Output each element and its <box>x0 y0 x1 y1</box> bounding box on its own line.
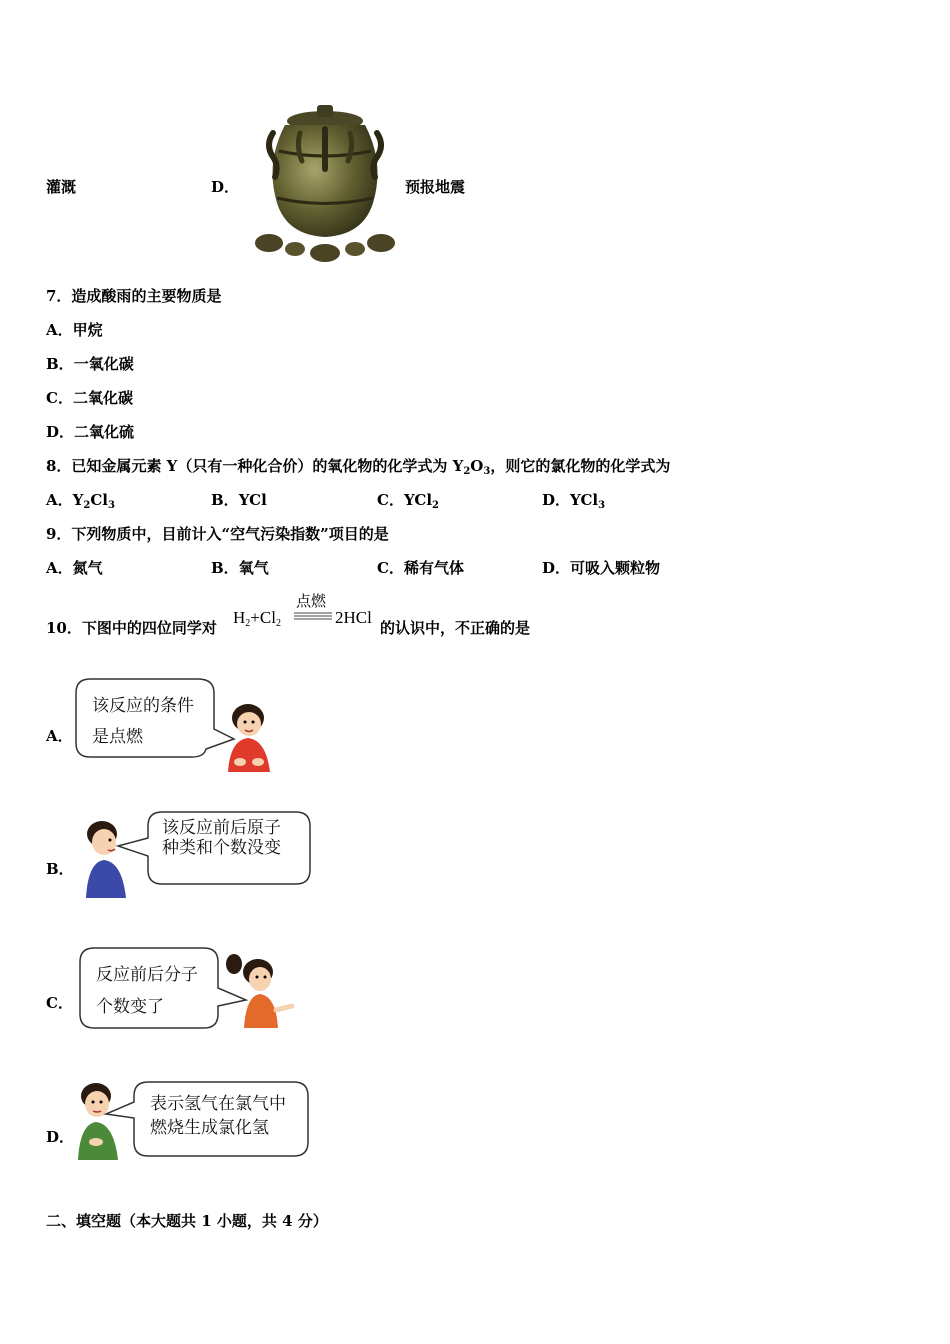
option-text: 稀有气体 <box>403 559 464 577</box>
q7-stem: 7．造成酸雨的主要物质是 <box>46 287 222 305</box>
formula-sub: 3 <box>107 500 115 511</box>
q6-option-d-letter: D． <box>211 178 240 196</box>
q10-formula-product: 2HCl <box>335 608 372 627</box>
formula-sub: 2 <box>83 500 91 511</box>
formula-cl: +Cl <box>250 608 276 627</box>
q7-option-b <box>46 355 134 373</box>
option-text: 甲烷 <box>72 321 103 339</box>
q9-option-d <box>542 559 660 577</box>
formula-part: Cl <box>90 491 108 509</box>
option-letter: A． <box>46 491 73 509</box>
q7-option-a <box>46 321 103 339</box>
student-girl-ponytail-figure <box>224 952 296 1028</box>
student-girl-figure <box>218 700 278 772</box>
option-text: 可吸入颗粒物 <box>570 559 661 577</box>
q10-option-a-line2: 是点燃 <box>92 727 143 747</box>
option-text: 氮气 <box>72 559 103 577</box>
option-letter: A． <box>46 559 73 577</box>
formula-sub: 3 <box>598 500 606 511</box>
option-letter: A． <box>46 321 73 339</box>
q8-option-a <box>46 491 115 515</box>
formula-part: Y <box>72 491 84 509</box>
q10-formula-reactants <box>233 608 281 629</box>
section2-title: 二、填空题（本大题共 1 小题，共 4 分） <box>46 1212 328 1230</box>
q8-option-c <box>377 491 439 515</box>
q10-option-b-line2: 种类和个数没变 <box>162 838 281 858</box>
q10-option-d-letter: D． <box>46 1128 75 1146</box>
option-text: 二氧化碳 <box>72 389 133 407</box>
formula-sub: 2 <box>432 500 440 511</box>
q10-option-c-line2: 个数变了 <box>96 997 164 1017</box>
q10-option-b-line1: 该反应前后原子 <box>162 818 281 838</box>
formula-part: YCl <box>238 491 267 509</box>
q10-option-c-letter: C． <box>46 994 73 1012</box>
q9-option-b <box>211 559 269 577</box>
q6-option-d-text: 预报地震 <box>405 178 466 196</box>
option-letter: B． <box>46 355 74 373</box>
q9-stem: 9．下列物质中，目前计入“空气污染指数”项目的是 <box>46 525 389 543</box>
q10-stem-b: 的认识中，不正确的是 <box>380 619 531 637</box>
formula-sub: 2 <box>275 618 281 629</box>
q6-prev-answer: 灌溉 <box>46 178 77 196</box>
option-text: 二氧化硫 <box>74 423 135 441</box>
option-letter: D． <box>542 559 571 577</box>
q8-stem-sub-2: 3 <box>483 466 491 477</box>
formula-part: YCl <box>403 491 433 509</box>
q8-option-d <box>542 491 605 515</box>
option-letter: C． <box>46 389 73 407</box>
q10-option-d-line1: 表示氢气在氯气中 <box>150 1094 286 1114</box>
q8-stem-part-c: ，则它的氯化物的化学式为 <box>490 457 671 475</box>
q10-option-d-line2: 燃烧生成氯化氢 <box>150 1118 269 1138</box>
option-text: 氧气 <box>238 559 269 577</box>
option-letter: C． <box>377 559 404 577</box>
q8-stem <box>46 457 670 481</box>
formula-h: H <box>233 608 246 627</box>
q10-formula-condition: 点燃 <box>296 594 327 610</box>
option-letter: D． <box>46 423 75 441</box>
q9-option-a <box>46 559 103 577</box>
q10-option-a-line1: 该反应的条件 <box>92 696 194 716</box>
option-letter: B． <box>211 559 239 577</box>
q7-option-d <box>46 423 134 441</box>
option-letter: B． <box>211 491 239 509</box>
q10-option-c-line1: 反应前后分子 <box>96 965 198 985</box>
q8-option-b <box>211 491 267 509</box>
q10-option-a-letter: A． <box>46 727 73 745</box>
formula-sub: 2 <box>245 618 251 629</box>
equals-sign <box>294 612 334 620</box>
q8-stem-sub-1: 2 <box>463 466 471 477</box>
q9-option-c <box>377 559 464 577</box>
q10-option-b-letter: B． <box>46 860 74 878</box>
formula-part: YCl <box>570 491 599 509</box>
q8-stem-part-b: O <box>470 457 484 475</box>
q8-stem-part-a: 8．已知金属元素 Y（只有一种化合价）的氧化物的化学式为 Y <box>46 457 464 475</box>
q7-option-c <box>46 389 133 407</box>
option-letter: D． <box>542 491 571 509</box>
q10-stem-a: 10．下图中的四位同学对 <box>46 619 217 637</box>
option-text: 一氧化碳 <box>73 355 134 373</box>
option-letter: C． <box>377 491 404 509</box>
seismograph-image <box>255 103 395 265</box>
